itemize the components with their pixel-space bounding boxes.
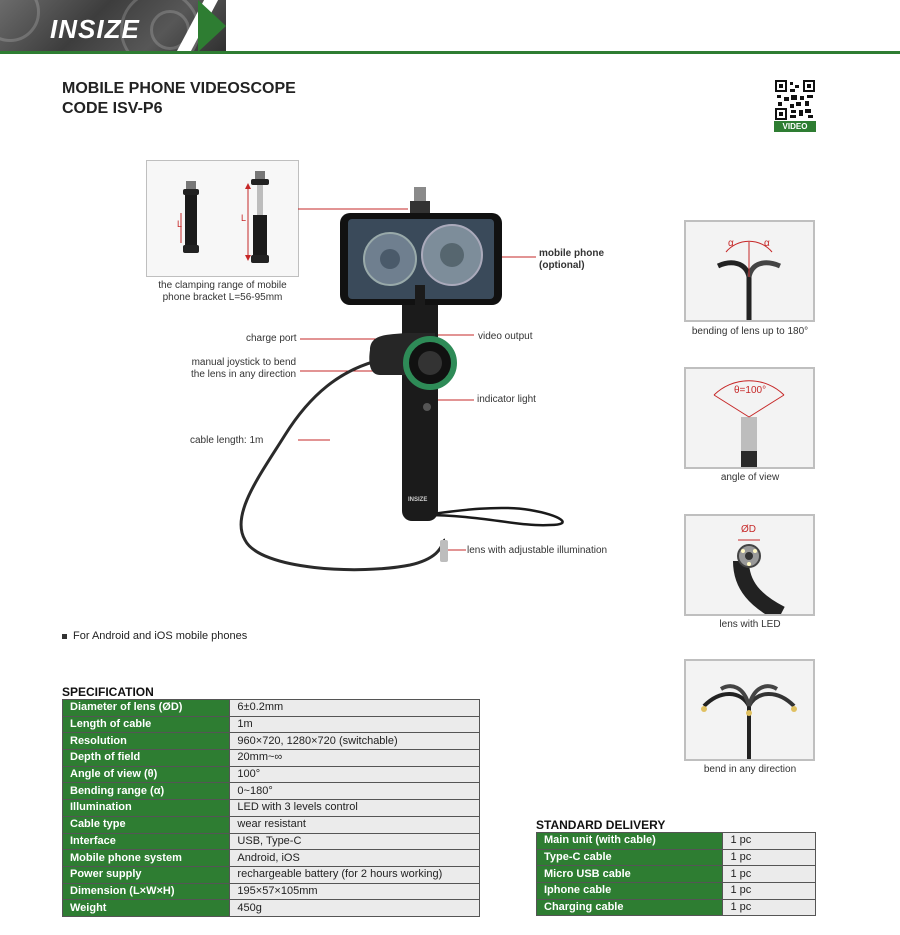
specification-title: SPECIFICATION <box>62 685 154 699</box>
spec-row <box>63 833 480 850</box>
spec-row-value: 20mm~∞ <box>230 750 480 767</box>
photo-bend-any-direction <box>684 659 815 761</box>
photo-bending-lens <box>684 220 815 322</box>
dimension-label-l: L <box>177 219 183 229</box>
lens-illumination-callout: lens with adjustable illumination <box>467 545 608 556</box>
cable-length-callout: cable length: 1m <box>190 435 264 446</box>
joystick-callout: manual joystick to bend the lens in any direction <box>191 357 297 380</box>
spec-row-key: Resolution <box>63 733 230 750</box>
spec-row-value: 960×720, 1280×720 (switchable) <box>230 733 480 750</box>
brand-chevron-icon <box>198 0 226 52</box>
diameter-mark: ØD <box>741 524 756 535</box>
delivery-row-value: 1 pc <box>723 883 816 900</box>
video-output-callout: video output <box>478 331 533 342</box>
gear-decoration-icon <box>0 0 40 42</box>
spec-row-value: 450g <box>230 900 480 917</box>
spec-row <box>63 766 480 783</box>
photo-angle-of-view <box>684 367 815 469</box>
spec-row-value: wear resistant <box>230 816 480 833</box>
spec-row-value: 0~180° <box>230 783 480 800</box>
brand-logo: INSIZE <box>50 14 140 44</box>
spec-row-value: Android, iOS <box>230 850 480 867</box>
caption-lens-led: lens with LED <box>719 619 781 630</box>
spec-row-key: Bending range (α) <box>63 783 230 800</box>
bracket-caption: the clamping range of mobile phone bracket L=56-95mm <box>158 280 287 303</box>
charge-port-callout: charge port <box>246 333 297 344</box>
view-angle-mark: θ=100° <box>734 385 767 396</box>
spec-row-key: Cable type <box>63 816 230 833</box>
video-badge: VIDEO <box>774 121 816 132</box>
spec-row-key: Depth of field <box>63 750 230 767</box>
mobile-phone-callout: mobile phone (optional) <box>539 248 604 271</box>
spec-row <box>63 750 480 767</box>
caption-bending-lens: bending of lens up to 180° <box>691 326 809 337</box>
bend-angle-mark: α <box>764 238 770 249</box>
spec-row <box>63 900 480 917</box>
delivery-row-key: Main unit (with cable) <box>537 833 723 850</box>
spec-row <box>63 883 480 900</box>
indicator-light-callout: indicator light <box>477 394 536 405</box>
specification-table <box>62 699 480 917</box>
caption-angle-of-view: angle of view <box>720 472 780 483</box>
delivery-row-value: 1 pc <box>723 849 816 866</box>
spec-row-value: 1m <box>230 716 480 733</box>
qr-code[interactable] <box>775 80 815 120</box>
spec-row-key: Power supply <box>63 866 230 883</box>
dimension-label-l: L <box>241 213 247 223</box>
bend-angle-mark: α <box>728 238 734 249</box>
caption-bend-any-direction: bend in any direction <box>703 764 797 775</box>
standard-delivery-title: STANDARD DELIVERY <box>536 818 666 832</box>
spec-row-key: Mobile phone system <box>63 850 230 867</box>
spec-row-value: 100° <box>230 766 480 783</box>
spec-row-value: rechargeable battery (for 2 hours working) <box>230 866 480 883</box>
delivery-row <box>537 849 816 866</box>
spec-row-key: Angle of view (θ) <box>63 766 230 783</box>
photo-lens-led <box>684 514 815 616</box>
spec-row <box>63 866 480 883</box>
spec-row-key: Diameter of lens (ØD) <box>63 700 230 717</box>
spec-row-value: 195×57×105mm <box>230 883 480 900</box>
compatibility-note: For Android and iOS mobile phones <box>62 630 247 642</box>
spec-row-value: LED with 3 levels control <box>230 800 480 817</box>
spec-row-value: 6±0.2mm <box>230 700 480 717</box>
delivery-row-value: 1 pc <box>723 899 816 916</box>
header-divider <box>0 51 900 54</box>
spec-row-key: Dimension (L×W×H) <box>63 883 230 900</box>
spec-row <box>63 800 480 817</box>
spec-row-key: Length of cable <box>63 716 230 733</box>
delivery-table <box>536 832 816 916</box>
handle-brand-label: INSIZE <box>408 497 428 503</box>
delivery-row <box>537 866 816 883</box>
spec-row <box>63 700 480 717</box>
delivery-row-key: Type-C cable <box>537 849 723 866</box>
spec-row-key: Interface <box>63 833 230 850</box>
spec-row-value: USB, Type-C <box>230 833 480 850</box>
spec-row <box>63 783 480 800</box>
bullet-square-icon <box>62 634 67 639</box>
delivery-row <box>537 899 816 916</box>
delivery-row-key: Iphone cable <box>537 883 723 900</box>
page-title: MOBILE PHONE VIDEOSCOPE CODE ISV-P6 <box>62 80 296 117</box>
spec-row <box>63 850 480 867</box>
delivery-row-value: 1 pc <box>723 833 816 850</box>
spec-row <box>63 816 480 833</box>
delivery-row <box>537 883 816 900</box>
spec-row <box>63 733 480 750</box>
delivery-row-key: Micro USB cable <box>537 866 723 883</box>
delivery-row-value: 1 pc <box>723 866 816 883</box>
spec-row-key: Weight <box>63 900 230 917</box>
spec-row <box>63 716 480 733</box>
delivery-row <box>537 833 816 850</box>
spec-row-key: Illumination <box>63 800 230 817</box>
page-header <box>0 0 900 56</box>
delivery-row-key: Charging cable <box>537 899 723 916</box>
